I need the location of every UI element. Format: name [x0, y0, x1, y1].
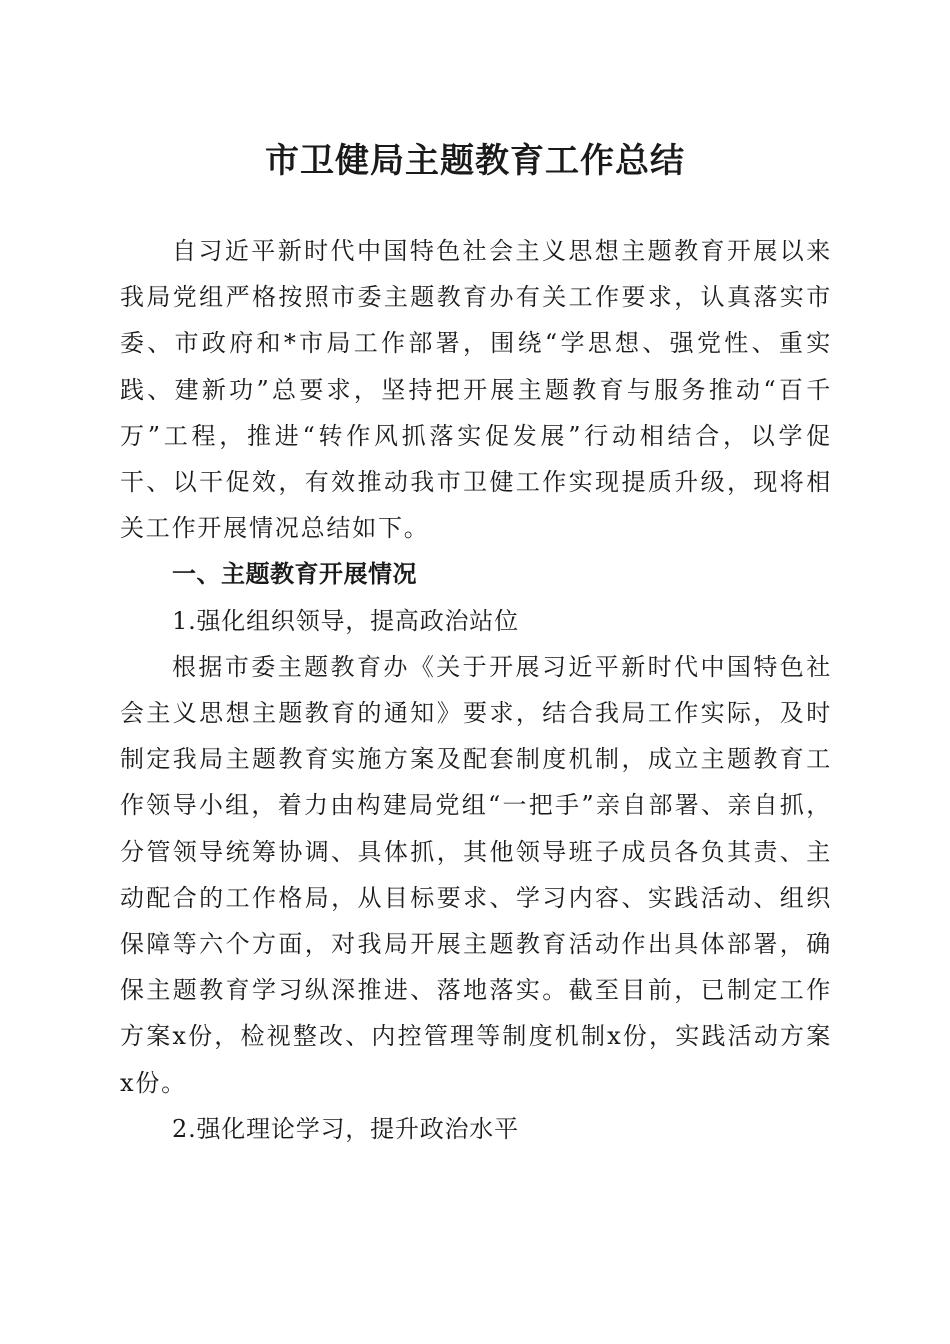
document-title: 市卫健局主题教育工作总结 [265, 141, 685, 181]
section-heading: 一、主题教育开展情况 [172, 560, 417, 589]
intro-paragraph: 自习近平新时代中国特色社会主义思想主题教育开展以来我局党组严格按照市委主题教育办有关工作要求，认真落实市委、市政府和*市局工作部署，围绕“学思想、强党性、重实践、建新功”总要求，坚持把开展主题教育与服务推动“百千万”工程，推进“转作风抓落实促发展”行动相结合，以学促干、以干促效，有效推动我市卫健工作实现提质升级，现将相关工作开展情况总结如下。 [120, 237, 832, 543]
subsection-paragraph: 根据市委主题教育办《关于开展习近平新时代中国特色社会主义思想主题教育的通知》要求，结合我局工作实际，及时制定我局主题教育实施方案及配套制度机制，成立主题教育工作领导小组，着力由构建局党组“一把手”亲自部署、亲自抓，分管领导统筹协调、具体抓，其他领导班子成员各负其责、主动配合的工作格局，从目标要求、学习内容、实践活动、组织保障等六个方面，对我局开展主题教育活动作出具体部署，确保主题教育学习纵深推进、落地落实。截至目前，已制定工作方案x份，检视整改、内控管理等制度机制x份，实践活动方案x份。 [120, 652, 832, 1097]
document-body [120, 228, 832, 1152]
subsection-heading: 1.强化组织领导，提高政治站位 [172, 606, 519, 635]
subsection-heading-2: 2.强化理论学习，提升政治水平 [172, 1114, 519, 1143]
